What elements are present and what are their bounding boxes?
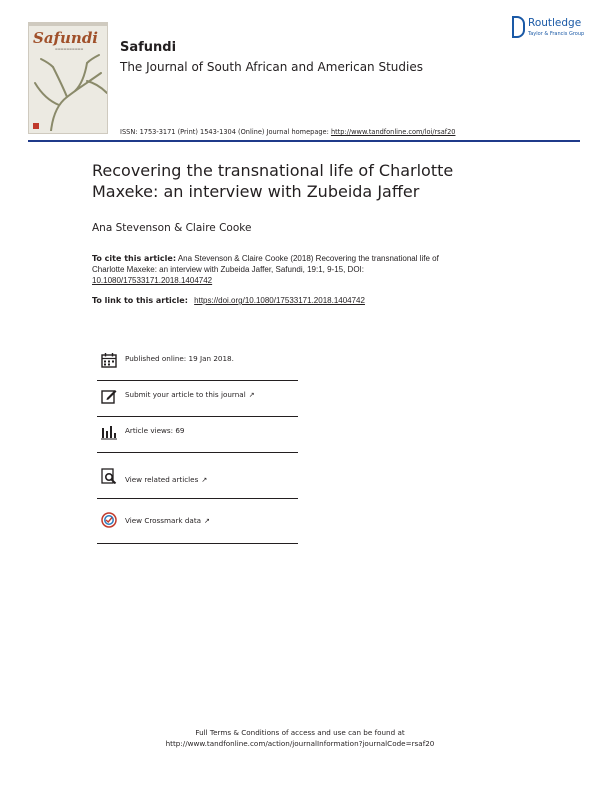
article-title: Recovering the transnational life of Charlotte Maxeke: an interview with Zubeida Jaffer (92, 161, 454, 201)
header-divider (28, 140, 580, 142)
external-link-icon: ↗ (201, 476, 208, 484)
article-link-block (92, 296, 365, 305)
row-divider (97, 543, 298, 544)
tree-illustration (29, 53, 108, 131)
journal-homepage-link[interactable]: http://www.tandfonline.com/loi/rsaf20 (330, 128, 456, 136)
external-link-icon: ↗ (248, 391, 255, 399)
cover-subtitle-line: ▬▬▬▬▬▬▬▬▬▬ (55, 47, 84, 51)
crossmark-label: View Crossmark data (125, 516, 202, 525)
published-date: Published online: 19 Jan 2018. (125, 354, 234, 363)
journal-subtitle: The Journal of South African and American Studies (120, 60, 423, 74)
cover-title: Safundi (33, 29, 99, 47)
routledge-r-icon (512, 16, 525, 38)
row-divider (97, 452, 298, 453)
article-views: Article views: 69 (125, 426, 185, 435)
calendar-icon (101, 352, 117, 368)
publisher-name: Routledge (528, 17, 582, 29)
related-articles-label: View related articles (125, 475, 199, 484)
crossmark-row[interactable] (97, 508, 298, 544)
external-link-icon: ↗ (204, 517, 210, 525)
cover-publisher-logo (33, 123, 39, 129)
citation-block (92, 253, 472, 286)
edit-icon (101, 388, 117, 404)
footer-terms-link[interactable]: http://www.tandfonline.com/action/journalInformation?journalCode=rsaf20 (165, 739, 435, 748)
journal-cover (28, 22, 108, 134)
citation-text: Ana Stevenson & Claire Cooke (2018) Recovering the transnational life of Charlotte Maxeke: an interview with Zubeida Jaffer, Safundi, 19:1, 9-15, DOI: (92, 254, 439, 274)
link-label: To link to this article: (92, 296, 188, 305)
crossmark-link[interactable] (125, 516, 210, 525)
issn-text: ISSN: 1753-3171 (Print) 1543-1304 (Online) Journal homepage: (120, 128, 329, 136)
submit-article-link[interactable] (125, 390, 255, 399)
bar-chart-icon (101, 424, 117, 440)
routledge-logo (512, 16, 594, 40)
magnifier-icon (101, 468, 117, 484)
footer-line-1: Full Terms & Conditions of access and use can be found at (195, 728, 405, 737)
related-row[interactable] (97, 463, 298, 499)
submit-row[interactable] (97, 381, 298, 417)
cover-top-band (29, 23, 107, 26)
published-row (97, 345, 298, 381)
article-authors: Ana Stevenson & Claire Cooke (92, 222, 252, 234)
crossmark-icon (101, 512, 117, 528)
row-divider (97, 498, 298, 499)
submit-article-label: Submit your article to this journal (125, 390, 246, 399)
journal-title[interactable]: Safundi (120, 40, 177, 55)
publisher-group: Taylor & Francis Group (528, 31, 585, 37)
views-row (97, 417, 298, 453)
article-doi-link[interactable]: https://doi.org/10.1080/17533171.2018.1404742 (194, 296, 365, 305)
citation-doi-link[interactable]: 10.1080/17533171.2018.1404742 (92, 276, 213, 285)
issn-line (120, 128, 455, 136)
footer-terms (0, 727, 600, 749)
citation-label: To cite this article: (92, 254, 177, 263)
related-articles-link[interactable] (125, 475, 207, 484)
